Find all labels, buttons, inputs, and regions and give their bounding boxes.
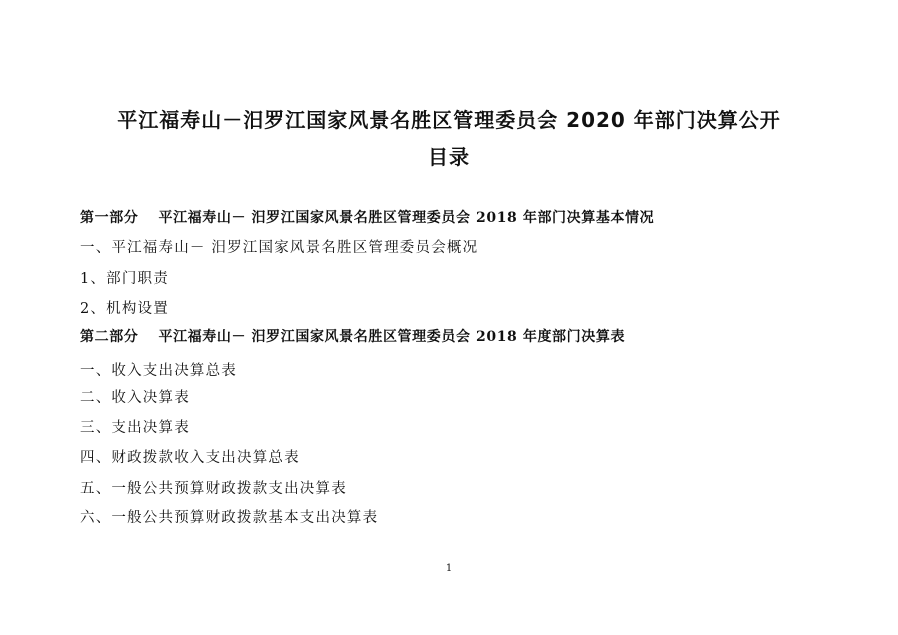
toc-item-table-3: 三、支出决算表 [80,420,190,436]
toc-item-table-1: 一、收入支出决算总表 [80,363,237,379]
toc-section-part-two: 第二部分 平江福寿山－ 汨罗江国家风景名胜区管理委员会 2018 年度部门决算表 [80,329,626,345]
page-number: 1 [445,563,453,574]
toc-item-table-2: 二、收入决算表 [80,390,190,406]
toc-section-part-one: 第一部分 平江福寿山－ 汨罗江国家风景名胜区管理委员会 2018 年部门决算基本情况 [80,210,655,226]
toc-item-table-6: 六、一般公共预算财政拨款基本支出决算表 [80,510,379,526]
toc-item-table-4: 四、财政拨款收入支出决算总表 [80,450,300,466]
document-title: 平江福寿山－汨罗江国家风景名胜区管理委员会 2020 年部门决算公开 [117,108,781,132]
toc-item-duties: 1、部门职责 [80,271,169,287]
toc-item-overview: 一、平江福寿山－ 汨罗江国家风景名胜区管理委员会概况 [80,240,479,256]
toc-heading: 目录 [428,145,470,169]
toc-item-organization: 2、机构设置 [80,301,169,317]
toc-item-table-5: 五、一般公共预算财政拨款支出决算表 [80,481,347,497]
